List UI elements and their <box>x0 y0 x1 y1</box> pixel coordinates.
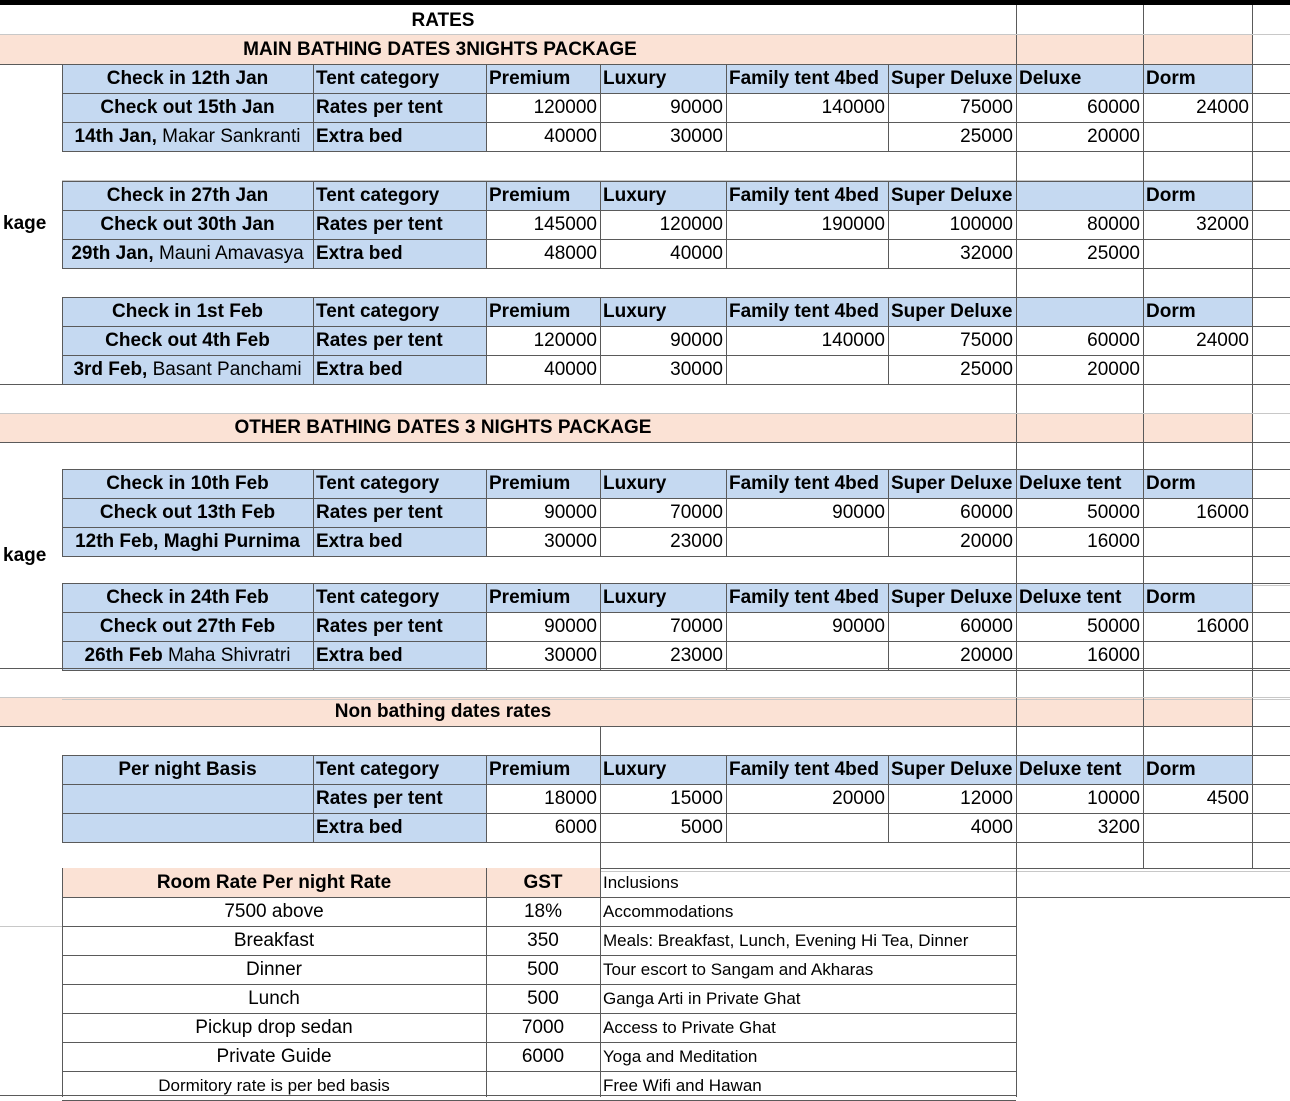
tent-category-header: Luxury <box>603 301 667 322</box>
rate-value: 70000 <box>670 616 723 637</box>
block-info-text: Mauni Amavasya <box>153 243 304 264</box>
block-info-line <box>62 583 313 612</box>
tent-category-header: Premium <box>489 473 571 494</box>
grid-line <box>62 151 1290 152</box>
block-info-strong: Check out 30th Jan <box>100 214 275 235</box>
room-rate-item: Private Guide <box>216 1046 332 1067</box>
tent-category-header: Dorm <box>1146 473 1196 494</box>
grid-line <box>313 181 314 268</box>
tent-category-header: Super Deluxe <box>891 587 1013 608</box>
extra-bed-value: 40000 <box>544 359 597 380</box>
tent-category-header: Deluxe <box>1019 68 1082 89</box>
rate-value: 50000 <box>1087 616 1140 637</box>
extra-bed-value: 40000 <box>544 126 597 147</box>
grid-line <box>486 181 487 268</box>
grid-line <box>0 34 1290 35</box>
rate-value: 60000 <box>1087 330 1140 351</box>
tent-category-header: Luxury <box>603 587 667 608</box>
tent-category-header: Premium <box>489 759 571 780</box>
row-label-rates: Rates per tent <box>316 97 443 118</box>
room-rate-item: Lunch <box>248 988 300 1009</box>
tent-category-header: Super Deluxe <box>891 759 1013 780</box>
row-label-rates: Rates per tent <box>316 616 443 637</box>
extra-bed-value <box>726 641 888 670</box>
block-info-strong: Check out 4th Feb <box>105 330 270 351</box>
block-info-line <box>62 210 313 239</box>
tent-category-header <box>1016 297 1143 326</box>
tent-category-header: Super Deluxe <box>891 185 1013 206</box>
grid-line <box>313 755 314 842</box>
grid-line <box>62 355 1290 356</box>
grid-line <box>0 64 1290 65</box>
block-info-strong: Check in 24th Feb <box>106 587 269 608</box>
inclusions-header: Inclusions <box>603 873 679 892</box>
extra-bed-value <box>726 122 888 151</box>
rate-value: 70000 <box>670 502 723 523</box>
grid-line <box>313 469 314 556</box>
extra-bed-value: 40000 <box>670 243 723 264</box>
rate-value: 90000 <box>544 502 597 523</box>
block-info-strong: Check in 12th Jan <box>106 68 269 89</box>
tent-category-header: Luxury <box>603 759 667 780</box>
grid-line <box>726 181 727 268</box>
block-info-strong: 14th Jan, <box>74 126 157 147</box>
block-info-text: Maha Shivratri <box>162 645 291 666</box>
block-info-line <box>62 355 313 384</box>
tent-category-header: Super Deluxe <box>891 68 1013 89</box>
tent-category-header: Family tent 4bed <box>729 68 879 89</box>
row-label-rates: Rates per tent <box>316 330 443 351</box>
grid-line <box>726 469 727 556</box>
row-label-rates: Rates per tent <box>316 788 443 809</box>
row-label-extra: Extra bed <box>316 531 403 552</box>
block-info-line <box>62 755 313 784</box>
row-label-category: Tent category <box>316 68 440 89</box>
grid-line <box>62 210 1290 211</box>
room-rate-item: 7500 above <box>224 901 324 922</box>
tent-category-header: Luxury <box>603 185 667 206</box>
grid-line <box>726 583 727 670</box>
tent-category-header: Luxury <box>603 473 667 494</box>
extra-bed-value: 20000 <box>1087 126 1140 147</box>
rate-value: 24000 <box>1196 330 1249 351</box>
extra-bed-value: 30000 <box>544 645 597 666</box>
tent-category-header: Premium <box>489 185 571 206</box>
tent-category-header: Deluxe tent <box>1019 473 1122 494</box>
extra-bed-value <box>1143 355 1252 384</box>
extra-bed-value: 20000 <box>960 531 1013 552</box>
extra-bed-value <box>1143 641 1252 670</box>
grid-line <box>486 297 487 384</box>
block-info-text: Basant Panchami <box>147 359 302 380</box>
grid-line <box>62 699 1290 700</box>
grid-line <box>62 583 63 670</box>
grid-line <box>888 297 889 384</box>
extra-bed-value: 20000 <box>1087 359 1140 380</box>
rate-value: 60000 <box>1087 97 1140 118</box>
extra-bed-value: 6000 <box>554 817 597 838</box>
block-info-line <box>62 239 313 268</box>
grid-line <box>486 583 487 670</box>
tent-category-header: Premium <box>489 68 571 89</box>
row-label-category: Tent category <box>316 185 440 206</box>
grid-line <box>62 813 1290 814</box>
inclusion-item: Free Wifi and Hawan <box>603 1076 762 1095</box>
tent-category-header: Dorm <box>1146 587 1196 608</box>
grid-line <box>888 583 889 670</box>
extra-bed-value: 20000 <box>960 645 1013 666</box>
room-rate-value: 500 <box>527 988 559 1009</box>
room-rate-value: 7000 <box>521 1017 565 1038</box>
grid-line <box>62 297 1290 298</box>
inclusion-item: Tour escort to Sangam and Akharas <box>603 960 874 979</box>
block-info-strong: Check in 10th Feb <box>106 473 269 494</box>
room-rate-item: Pickup drop sedan <box>195 1017 353 1038</box>
row-label-rates: Rates per tent <box>316 214 443 235</box>
extra-bed-value: 16000 <box>1087 531 1140 552</box>
block-info-strong: Check out 15th Jan <box>100 97 275 118</box>
block-info-line <box>62 64 313 93</box>
tent-category-header: Deluxe tent <box>1019 587 1122 608</box>
grid-line <box>62 784 1290 785</box>
block-info-strong: Check out 27th Feb <box>99 616 276 637</box>
grid-line <box>62 583 1290 584</box>
package-side-label: kage <box>3 213 47 234</box>
room-rate-item: Dinner <box>246 959 302 980</box>
grid-line <box>726 755 727 842</box>
block-info-strong: Check out 13th Feb <box>99 502 276 523</box>
grid-line <box>888 64 889 151</box>
block-info-line <box>62 469 313 498</box>
rate-value: 20000 <box>832 788 885 809</box>
rate-value: 10000 <box>1087 788 1140 809</box>
extra-bed-value: 4000 <box>970 817 1013 838</box>
block-info-line <box>62 612 313 641</box>
extra-bed-value <box>726 813 888 842</box>
rate-value: 100000 <box>949 214 1013 235</box>
grid-line <box>62 469 63 556</box>
tent-category-header: Premium <box>489 301 571 322</box>
block-info-line <box>62 326 313 355</box>
rate-value: 16000 <box>1196 502 1249 523</box>
section-non-bathing-title: Non bathing dates rates <box>334 701 552 722</box>
extra-bed-value <box>1143 239 1252 268</box>
grid-line <box>62 122 1290 123</box>
grid-line <box>62 612 1290 613</box>
grid-line <box>62 469 1290 470</box>
extra-bed-value <box>1143 122 1252 151</box>
grid-line <box>62 268 1290 269</box>
rate-value: 120000 <box>533 97 597 118</box>
row-label-category: Tent category <box>316 587 440 608</box>
inclusion-item: Meals: Breakfast, Lunch, Evening Hi Tea, Dinner <box>603 931 969 950</box>
block-info-line <box>62 498 313 527</box>
block-info-strong: 29th Jan, <box>71 243 154 264</box>
grid-line <box>62 181 63 268</box>
block-info-text: Makar Sankranti <box>156 126 301 147</box>
row-label-rates: Rates per tent <box>316 502 443 523</box>
row-label-extra: Extra bed <box>316 126 403 147</box>
block-info-strong: 3rd Feb, <box>73 359 148 380</box>
grid-line <box>62 239 1290 240</box>
tent-category-header: Super Deluxe <box>891 301 1013 322</box>
grid-line <box>62 498 1290 499</box>
rate-value: 60000 <box>960 502 1013 523</box>
grid-line <box>600 583 601 670</box>
rate-value: 12000 <box>960 788 1013 809</box>
grid-line <box>0 384 1290 385</box>
block-info-line <box>62 122 313 151</box>
rate-value: 18000 <box>544 788 597 809</box>
extra-bed-value: 30000 <box>670 126 723 147</box>
rate-value: 75000 <box>960 330 1013 351</box>
section-other-title: OTHER BATHING DATES 3 NIGHTS PACKAGE <box>234 417 652 438</box>
extra-bed-value: 25000 <box>960 359 1013 380</box>
grid-line <box>62 297 63 384</box>
rate-value: 90000 <box>670 97 723 118</box>
tent-category-header: Dorm <box>1146 68 1196 89</box>
grid-line <box>62 842 1290 843</box>
extra-bed-value: 32000 <box>960 243 1013 264</box>
extra-bed-value: 5000 <box>680 817 723 838</box>
grid-line <box>0 668 1290 669</box>
grid-line <box>62 755 1290 756</box>
grid-line <box>888 181 889 268</box>
extra-bed-value: 3200 <box>1097 817 1140 838</box>
tent-category-header: Family tent 4bed <box>729 473 879 494</box>
grid-line <box>62 93 1290 94</box>
rate-value: 145000 <box>533 214 597 235</box>
rate-value: 90000 <box>832 616 885 637</box>
tent-category-header: Dorm <box>1146 759 1196 780</box>
block-info-line <box>62 93 313 122</box>
grid-line <box>62 556 1290 557</box>
rate-value: 60000 <box>960 616 1013 637</box>
block-info-line <box>62 297 313 326</box>
tent-category-header: Family tent 4bed <box>729 301 879 322</box>
rate-value: 24000 <box>1196 97 1249 118</box>
row-label-extra: Extra bed <box>316 817 403 838</box>
tent-category-header: Premium <box>489 587 571 608</box>
grid-line <box>62 527 1290 528</box>
block-info-strong: Per night Basis <box>118 759 257 780</box>
inclusion-item: Yoga and Meditation <box>603 1047 758 1066</box>
extra-bed-value: 48000 <box>544 243 597 264</box>
block-info-strong: 12th Feb, Maghi Purnima <box>75 531 300 552</box>
grid-line <box>0 926 62 927</box>
grid-line <box>0 442 1290 443</box>
rate-value: 140000 <box>821 330 885 351</box>
grid-line <box>0 697 1290 698</box>
block-info-line <box>62 181 313 210</box>
grid-line <box>62 670 1290 671</box>
grid-line <box>313 583 314 670</box>
room-rate-item: Dormitory rate is per bed basis <box>158 1076 390 1095</box>
grid-line <box>62 326 1290 327</box>
rate-value: 190000 <box>821 214 885 235</box>
room-rate-value: 18% <box>523 901 563 922</box>
tent-category-header: Luxury <box>603 68 667 89</box>
grid-line <box>600 297 601 384</box>
rate-value: 90000 <box>832 502 885 523</box>
extra-bed-value: 23000 <box>670 531 723 552</box>
grid-line <box>62 64 63 151</box>
extra-bed-value <box>1143 527 1252 556</box>
grid-line <box>726 297 727 384</box>
rate-value: 120000 <box>533 330 597 351</box>
room-rate-value: 500 <box>527 959 559 980</box>
grid-line <box>726 64 727 151</box>
rate-value: 50000 <box>1087 502 1140 523</box>
row-label-extra: Extra bed <box>316 243 403 264</box>
room-rate-value: 350 <box>527 930 559 951</box>
grid-line <box>0 726 1290 727</box>
rate-value: 120000 <box>659 214 723 235</box>
grid-line <box>1143 5 1144 868</box>
inclusion-item: Access to Private Ghat <box>603 1018 776 1037</box>
extra-bed-value: 25000 <box>1087 243 1140 264</box>
grid-line <box>1016 5 1017 1097</box>
extra-bed-value: 16000 <box>1087 645 1140 666</box>
room-rate-value: 6000 <box>521 1046 565 1067</box>
gst-header: GST <box>523 872 563 893</box>
row-label-category: Tent category <box>316 759 440 780</box>
grid-line <box>313 64 314 151</box>
row-label-extra: Extra bed <box>316 359 403 380</box>
grid-line <box>0 1095 1016 1096</box>
rate-value: 80000 <box>1087 214 1140 235</box>
rate-value: 32000 <box>1196 214 1249 235</box>
grid-line <box>62 755 63 842</box>
extra-bed-value: 30000 <box>670 359 723 380</box>
package-side-label: kage <box>3 545 47 566</box>
top-border <box>0 0 1290 5</box>
extra-bed-value <box>1143 813 1252 842</box>
tent-category-header: Dorm <box>1146 185 1196 206</box>
rate-value: 75000 <box>960 97 1013 118</box>
block-info-line <box>62 641 313 670</box>
grid-line <box>888 755 889 842</box>
grid-line <box>600 181 601 268</box>
grid-line <box>486 469 487 556</box>
block-info-strong: Check in 27th Jan <box>106 185 269 206</box>
rate-value: 90000 <box>544 616 597 637</box>
grid-line <box>313 297 314 384</box>
sheet-title: RATES <box>411 10 475 31</box>
room-rate-item: Breakfast <box>233 930 315 951</box>
tent-category-header: Family tent 4bed <box>729 759 879 780</box>
rate-value: 90000 <box>670 330 723 351</box>
row-label-category: Tent category <box>316 473 440 494</box>
room-rate-header: Room Rate Per night Rate <box>156 872 392 893</box>
rate-value: 15000 <box>670 788 723 809</box>
extra-bed-value <box>726 239 888 268</box>
extra-bed-value: 25000 <box>960 126 1013 147</box>
grid-line <box>1252 5 1253 868</box>
row-label-extra: Extra bed <box>316 645 403 666</box>
grid-line <box>62 181 1290 182</box>
extra-bed-value <box>726 355 888 384</box>
tent-category-header: Dorm <box>1146 301 1196 322</box>
block-info-strong: 26th Feb <box>84 645 163 666</box>
inclusion-item: Accommodations <box>603 902 734 921</box>
tent-category-header <box>1016 181 1143 210</box>
tent-category-header: Family tent 4bed <box>729 185 879 206</box>
rate-value: 4500 <box>1206 788 1249 809</box>
section-main-title: MAIN BATHING DATES 3NIGHTS PACKAGE <box>243 39 637 60</box>
tent-category-header: Family tent 4bed <box>729 587 879 608</box>
grid-line <box>486 64 487 151</box>
grid-line <box>486 755 487 842</box>
rate-value: 16000 <box>1196 616 1249 637</box>
inclusion-item: Ganga Arti in Private Ghat <box>603 989 801 1008</box>
grid-line <box>0 413 1290 414</box>
grid-line <box>600 469 601 556</box>
grid-line <box>888 469 889 556</box>
tent-category-header: Super Deluxe <box>891 473 1013 494</box>
extra-bed-value: 30000 <box>544 531 597 552</box>
extra-bed-value: 23000 <box>670 645 723 666</box>
tent-category-header: Deluxe tent <box>1019 759 1122 780</box>
grid-line <box>62 641 1290 642</box>
rate-value: 140000 <box>821 97 885 118</box>
block-info-line <box>62 527 313 556</box>
extra-bed-value <box>726 527 888 556</box>
grid-line <box>600 64 601 151</box>
row-label-category: Tent category <box>316 301 440 322</box>
block-info-strong: Check in 1st Feb <box>112 301 263 322</box>
